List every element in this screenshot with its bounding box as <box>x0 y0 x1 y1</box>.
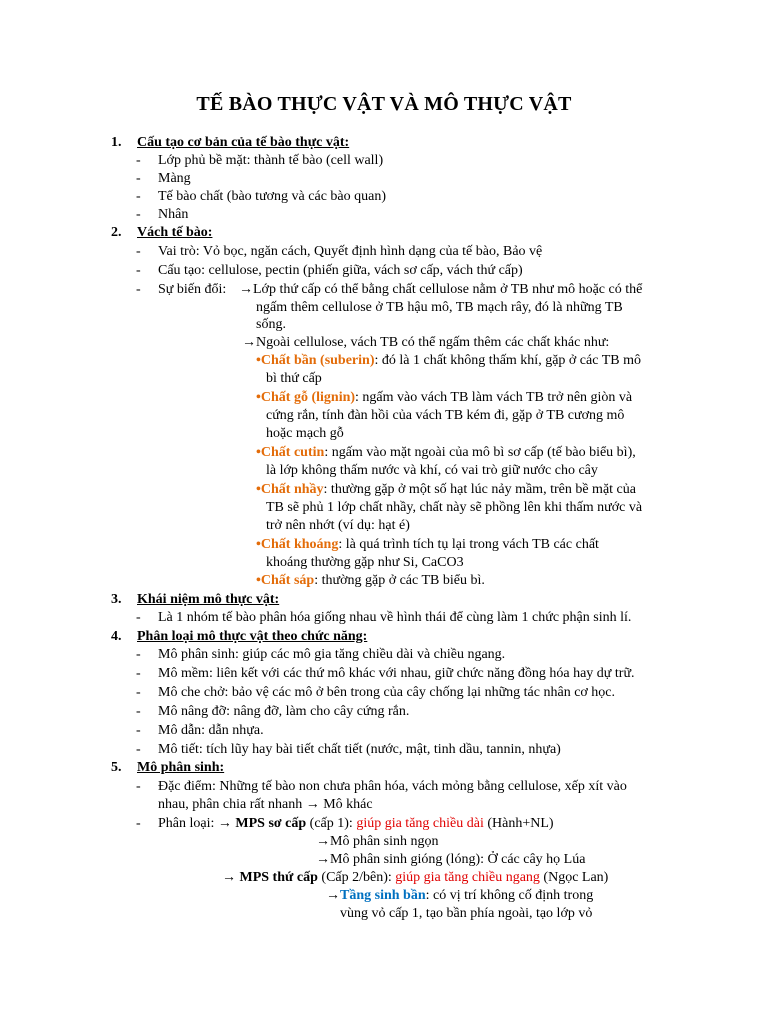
list-item: Mô dẫn: dẫn nhựa. <box>158 723 264 738</box>
list-item: Mô mềm: liên kết với các thứ mô khác với nhau, giữ chức năng đồng hóa hay dự trữ. <box>158 666 635 681</box>
list-item: Mô tiết: tích lũy hay bài tiết chất tiết (nước, mật, tinh dầu, tannin, nhựa) <box>158 742 561 757</box>
mps-ngon-line: →Mô phân sinh ngọn <box>316 834 439 849</box>
bullet-dot-icon: • <box>256 390 261 405</box>
bullet-dash: - <box>136 207 141 222</box>
bullet-dot-icon: • <box>256 445 261 460</box>
section-2-heading: 2. Vách tế bào: <box>111 225 213 240</box>
bullet-dash: - <box>136 647 141 662</box>
phan-loai-line: Phân loại: → MPS sơ cấp (cấp 1): giúp gia tăng chiều dài (Hành+NL) <box>158 816 554 831</box>
bullet-dash: - <box>136 189 141 204</box>
dac-diem-line: nhau, phân chia rất nhanh → Mô khác <box>158 797 373 812</box>
list-item: Là 1 nhóm tế bào phân hóa giống nhau về hình thái để cùng làm 1 chức phận sinh lí. <box>158 610 632 625</box>
list-item: Cấu tạo: cellulose, pectin (phiến giữa, vách sơ cấp, vách thứ cấp) <box>158 263 523 278</box>
list-item: Nhân <box>158 207 189 222</box>
bien-doi-label: Sự biến đổi: <box>158 282 227 297</box>
section-3-heading: 3. Khái niệm mô thực vật: <box>111 592 280 607</box>
list-item: Vai trò: Vỏ bọc, ngăn cách, Quyết định hình dạng của tế bào, Bảo vệ <box>158 244 543 259</box>
list-item: Màng <box>158 171 191 186</box>
chat-cutin-line: là lớp không thấm nước và khí, có vai trò giữ nước cho cây <box>266 463 598 478</box>
mps-giong-line: →Mô phân sinh gióng (lóng): Ở các cây họ Lúa <box>316 852 586 867</box>
chat-nhay-line: trở nên nhớt (ví dụ: hạt é) <box>266 518 410 533</box>
bullet-dot-icon: • <box>256 482 261 497</box>
tang-sinh-ban-line: vùng vỏ cấp 1, tạo bần phía ngoài, tạo lớp vỏ <box>340 906 593 921</box>
document-title: TẾ BÀO THỰC VẬT VÀ MÔ THỰC VẬT <box>196 93 572 115</box>
section-5-heading: 5. Mô phân sinh: <box>111 760 225 775</box>
bullet-dash: - <box>136 742 141 757</box>
chat-ban-item: •Chất bần (suberin): đó là 1 chất không thấm khí, gặp ở các TB mô <box>256 353 641 368</box>
chat-nhay-item: •Chất nhầy: thường gặp ở một số hạt lúc nảy mầm, trên bề mặt của <box>256 482 636 497</box>
bien-doi-line: →Lớp thứ cấp có thể bằng chất cellulose nằm ở TB như mô hoặc có thể <box>239 282 643 297</box>
bullet-dash: - <box>136 723 141 738</box>
chat-cutin-item: •Chất cutin: ngấm vào mặt ngoài của mô bì sơ cấp (tế bào biểu bì), <box>256 445 636 460</box>
bullet-dash: - <box>136 666 141 681</box>
dac-diem-line: Đặc điểm: Những tế bào non chưa phân hóa, vách mỏng bằng cellulose, xếp xít vào <box>158 779 627 794</box>
chat-sap-item: •Chất sáp: thường gặp ở các TB biểu bì. <box>256 573 485 588</box>
chat-ban-line: bì thứ cấp <box>266 371 322 386</box>
list-item: Lớp phủ bề mặt: thành tế bào (cell wall) <box>158 153 384 168</box>
chat-khoang-line: khoáng thường gặp như Si, CaCO3 <box>266 555 464 570</box>
bullet-dash: - <box>136 704 141 719</box>
bullet-dash: - <box>136 153 141 168</box>
list-item: Tế bào chất (bào tương và các bào quan) <box>158 189 386 204</box>
chat-nhay-line: TB sẽ phủ 1 lớp chất nhầy, chất này sẽ phồng lên khi thấm nước và <box>266 500 643 515</box>
section-4-heading: 4. Phân loại mô thực vật theo chức năng: <box>111 629 368 644</box>
section-1-heading: 1. Cấu tạo cơ bản của tế bào thực vật: <box>111 135 350 150</box>
bien-doi-line: →Ngoài cellulose, vách TB có thể ngấm thêm các chất khác như: <box>242 335 610 350</box>
chat-go-line: cứng rắn, tính đàn hồi của vách TB kém đi, gặp ở TB cương mô <box>266 408 625 423</box>
bullet-dash: - <box>136 263 141 278</box>
mps-thu-cap-line: → MPS thứ cấp (Cấp 2/bên): giúp gia tăng chiều ngang (Ngọc Lan) <box>222 870 609 885</box>
bullet-dash: - <box>136 610 141 625</box>
bullet-dash: - <box>136 171 141 186</box>
bullet-dash: - <box>136 685 141 700</box>
bullet-dash: - <box>136 282 141 297</box>
bullet-dash: - <box>136 779 141 794</box>
list-item: Mô phân sinh: giúp các mô gia tăng chiều dài và chiều ngang. <box>158 647 506 662</box>
chat-go-line: hoặc mạch gỗ <box>266 426 344 441</box>
list-item: Mô che chở: bảo vệ các mô ở bên trong của cây chống lại những tác nhân cơ học. <box>158 685 616 700</box>
bien-doi-line: ngấm thêm cellulose ở TB hậu mô, TB mạch rây, đó là những TB <box>256 300 623 315</box>
bullet-dot-icon: • <box>256 573 261 588</box>
chat-khoang-item: •Chất khoáng: là quá trình tích tụ lại trong vách TB các chất <box>256 537 599 552</box>
bien-doi-line: sống. <box>256 317 286 332</box>
bullet-dot-icon: • <box>256 353 261 368</box>
bullet-dash: - <box>136 816 141 831</box>
tang-sinh-ban-line: →Tầng sinh bần: có vị trí không cố định trong <box>326 888 594 903</box>
bullet-dot-icon: • <box>256 537 261 552</box>
bullet-dash: - <box>136 244 141 259</box>
chat-go-item: •Chất gỗ (lignin): ngấm vào vách TB làm vách TB trở nên giòn và <box>256 390 633 405</box>
list-item: Mô nâng đỡ: nâng đỡ, làm cho cây cứng rắn. <box>158 704 410 719</box>
